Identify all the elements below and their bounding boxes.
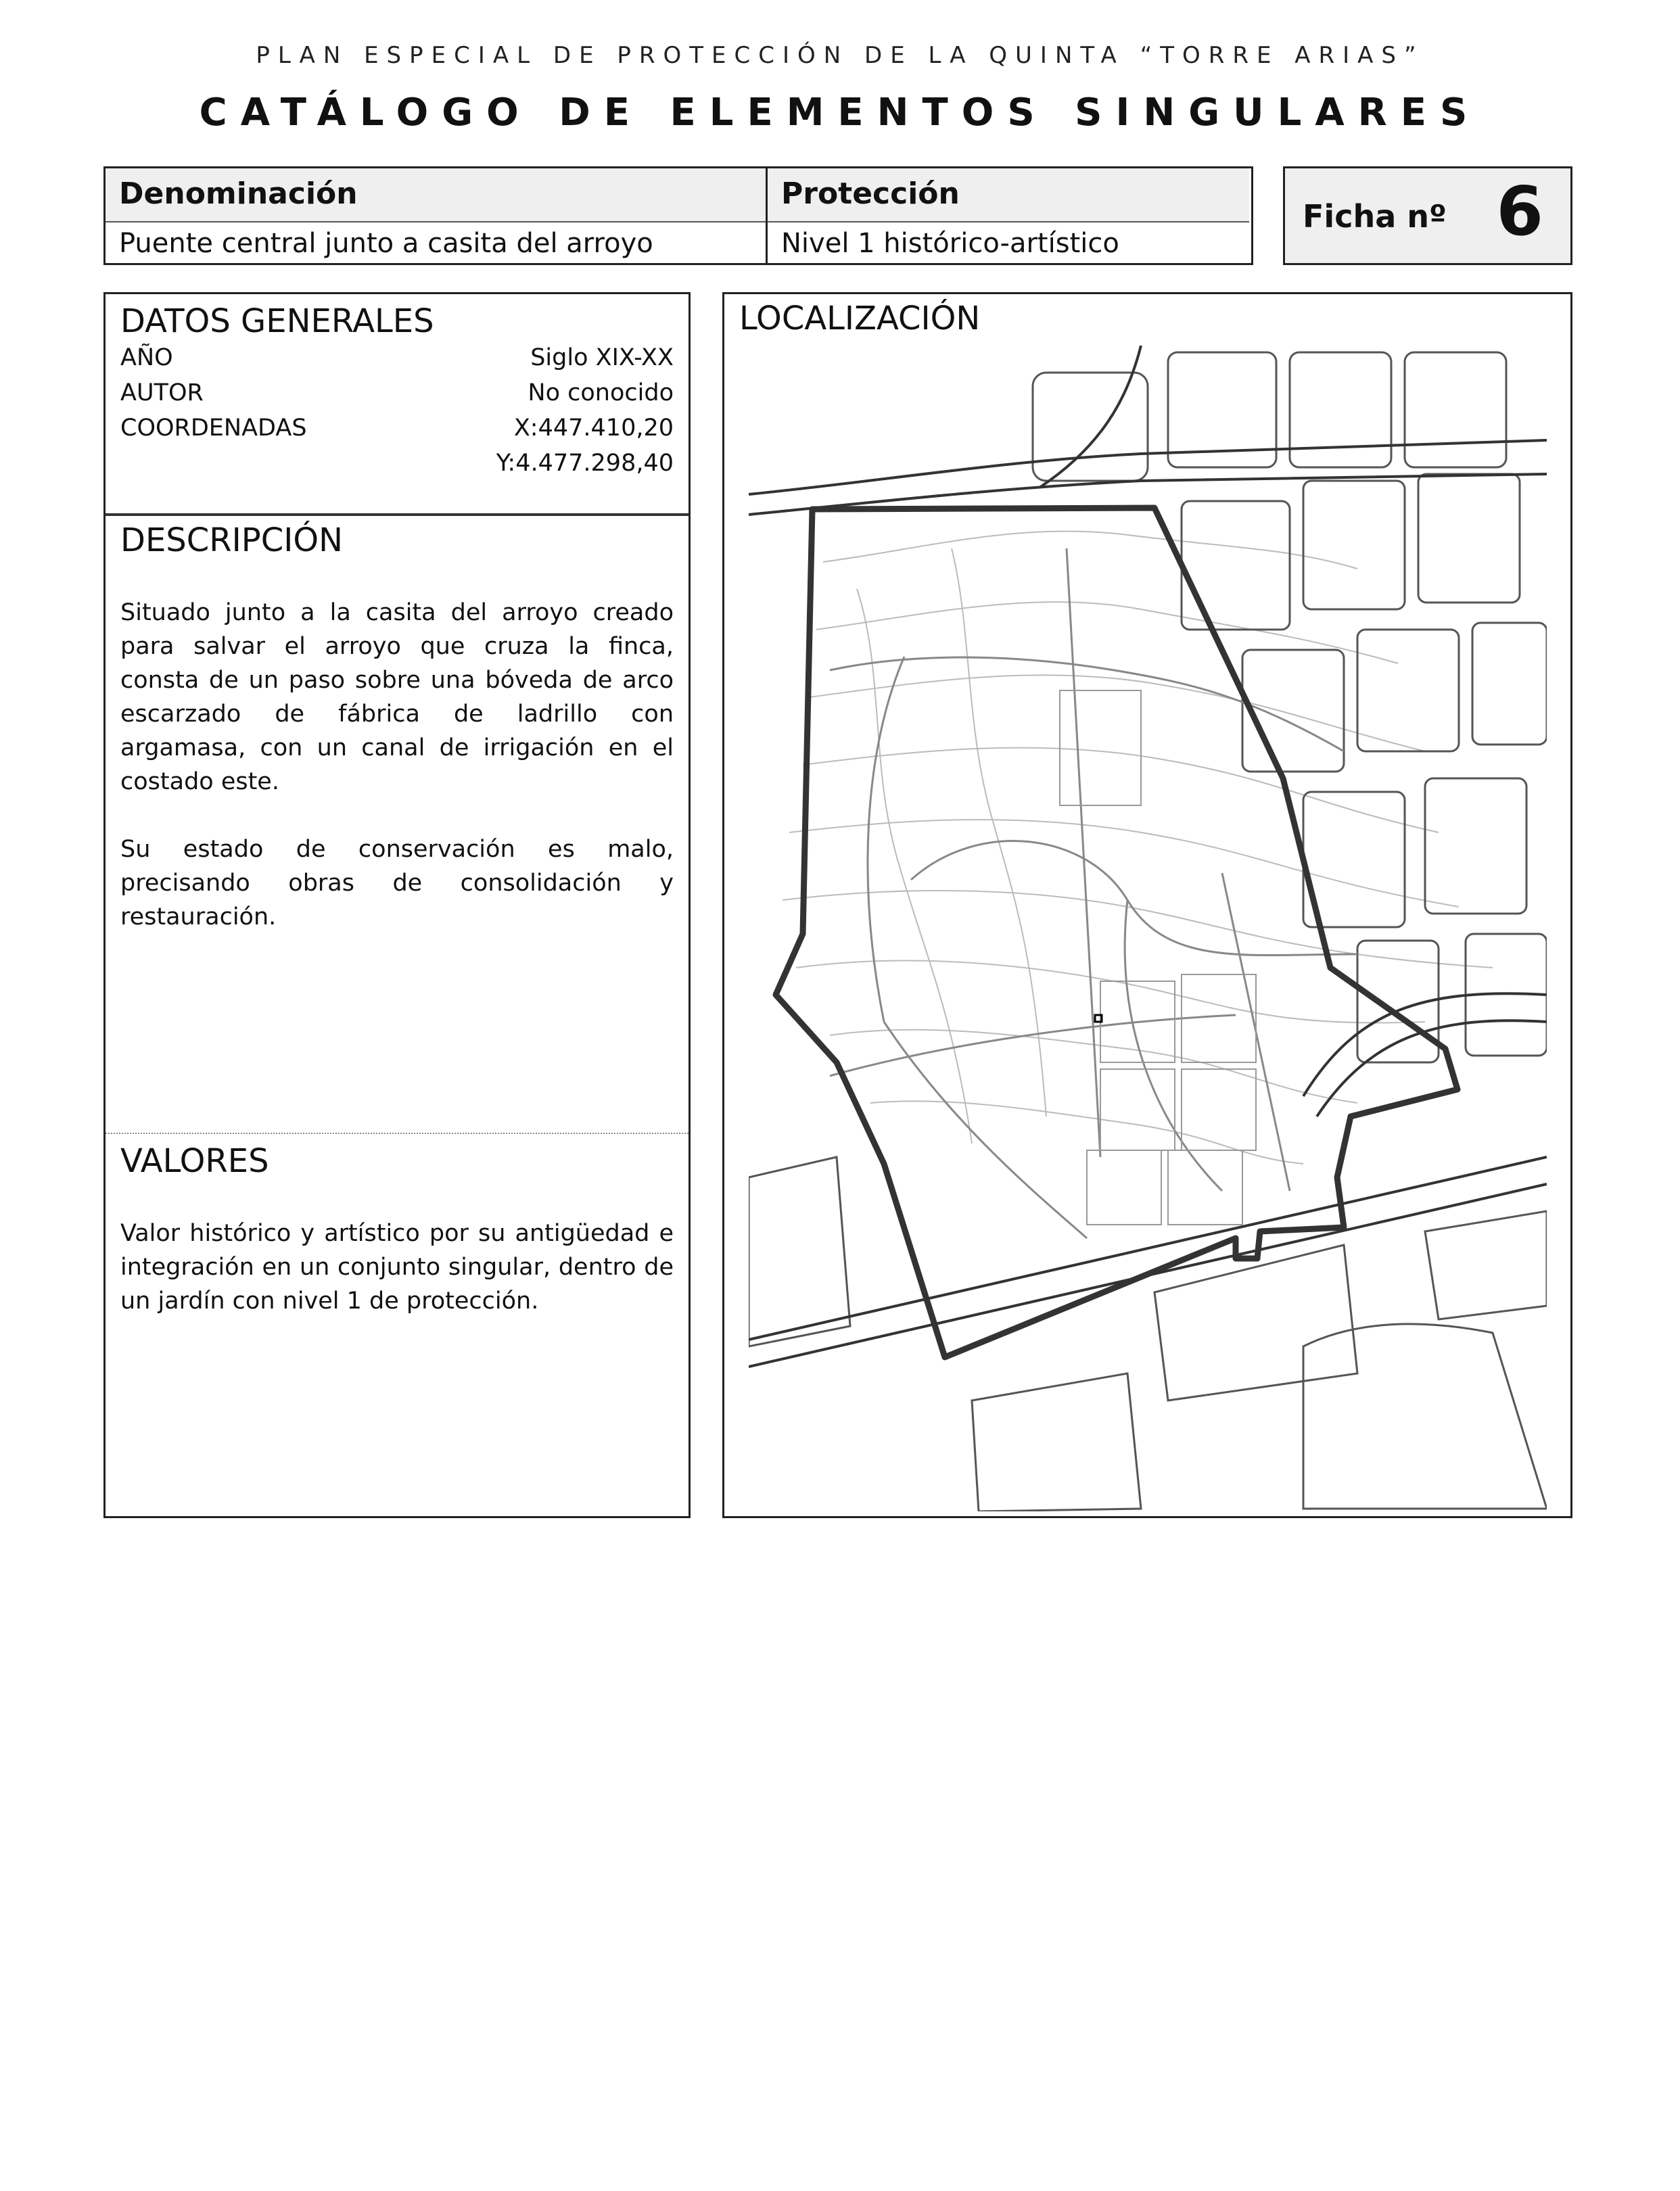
- autor-label: AUTOR: [120, 379, 204, 406]
- valores-paragraph: Valor histórico y artístico por su antigüedad e integración en un conjunto singular, dentro de un jardín con nivel 1 de protección.: [120, 1220, 674, 1315]
- descripcion-title: DESCRIPCIÓN: [120, 521, 344, 559]
- denominacion-cell: [106, 168, 768, 263]
- denominacion-label: Denominación: [119, 176, 358, 211]
- coordenada-y: Y:4.477.298,40: [496, 450, 674, 477]
- ficha-label: Ficha nº: [1303, 198, 1447, 235]
- identification-box: [103, 166, 1253, 265]
- descripcion-paragraph-1: Situado junto a la casita del arroyo creado para salvar el arroyo que cruza la finca, consta de un paso sobre una bóveda de arco escarzado de fábrica de ladrillo con argamasa, con un canal de irrigación en el costado este.: [120, 599, 674, 795]
- coordenada-x: X:447.410,20: [513, 415, 674, 442]
- coordenada-y-row: [120, 450, 674, 481]
- site-plan-map: [749, 346, 1547, 1511]
- ano-value: Siglo XIX-XX: [530, 344, 674, 371]
- section-divider: [106, 1133, 689, 1134]
- info-panel: [103, 292, 691, 1518]
- plan-subtitle: PLAN ESPECIAL DE PROTECCIÓN DE LA QUINTA “TORRE ARIAS”: [256, 42, 1424, 69]
- proteccion-label: Protección: [781, 176, 960, 211]
- ficha-number: 6: [1496, 172, 1543, 251]
- localizacion-panel: [722, 292, 1572, 1518]
- autor-value: No conocido: [528, 379, 674, 406]
- valores-title: VALORES: [120, 1142, 269, 1180]
- autor-row: [120, 379, 674, 410]
- coordenadas-row: [120, 415, 674, 446]
- ano-label: AÑO: [120, 344, 173, 371]
- catalog-title: CATÁLOGO DE ELEMENTOS SINGULARES: [199, 91, 1481, 135]
- ano-row: [120, 344, 674, 375]
- localizacion-title: LOCALIZACIÓN: [739, 300, 981, 337]
- location-map: [749, 346, 1547, 1511]
- proteccion-cell: [768, 168, 1249, 263]
- descripcion-paragraph-2: Su estado de conservación es malo, precisando obras de consolidación y restauración.: [120, 836, 674, 930]
- datos-generales-title: DATOS GENERALES: [120, 302, 434, 340]
- proteccion-value: Nivel 1 histórico-artístico: [781, 228, 1119, 259]
- coordenadas-label: COORDENADAS: [120, 415, 307, 442]
- denominacion-value: Puente central junto a casita del arroyo: [119, 228, 653, 259]
- ficha-box: [1283, 166, 1572, 265]
- section-divider: [106, 513, 689, 516]
